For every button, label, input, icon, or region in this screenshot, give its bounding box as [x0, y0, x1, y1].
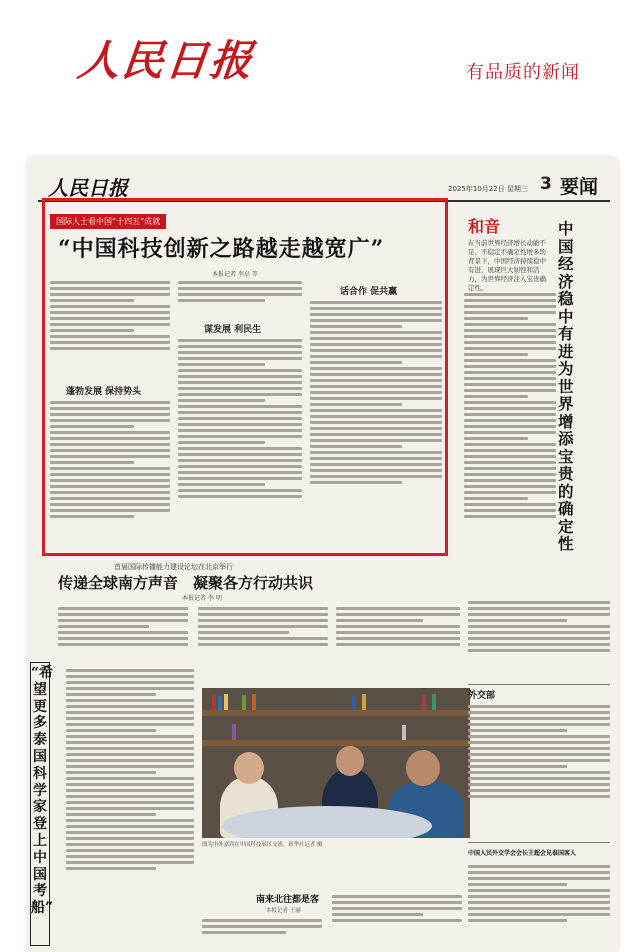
photo-book	[212, 694, 216, 710]
highlight-frame	[42, 198, 448, 556]
second-col-1	[58, 604, 188, 664]
photo-person-head	[406, 750, 440, 786]
photo-shelf	[202, 710, 470, 716]
page-date: 2025年10月22日 星期三	[448, 185, 528, 193]
masthead-logo[interactable]: 人民日报	[75, 36, 257, 85]
photo-book	[402, 725, 406, 740]
second-col-3	[336, 604, 460, 664]
bottom-col-2	[332, 892, 462, 946]
photo-book	[224, 694, 228, 710]
lead-byline: 本报记者 李卓 等	[212, 271, 258, 278]
masthead-slogan: 有品质的新闻	[466, 62, 580, 83]
page-number: 3	[540, 174, 552, 194]
photo-shelf	[202, 740, 470, 746]
divider	[468, 842, 610, 843]
left-article-col	[66, 666, 194, 944]
lead-subhead-2: 谋发展 利民生	[204, 325, 262, 335]
photo-book	[242, 695, 246, 710]
photo-book	[422, 695, 426, 710]
vertical-title-left[interactable]: “希望更多泰国科学家登上中国考船”	[30, 662, 50, 946]
photo-caption: 图为中外嘉宾在中国科技展区交流。新华社记者 摄	[202, 842, 323, 848]
photo-person-head	[234, 752, 264, 784]
second-byline: 本报记者 李 明	[182, 595, 222, 602]
photo-book	[218, 696, 222, 710]
photo-book	[252, 694, 256, 710]
right-bottom-headline[interactable]: 中国人民外交学会会长王超会见泰国客人	[468, 850, 577, 857]
commentary-text: 在当前世界经济增长动能不足、不稳定不确定性增多的背景下，中国经济持续稳中有进，展现巨大韧性和活力，为世界经济注入宝贵确定性。	[468, 239, 546, 292]
bottom-headline[interactable]: 南来北往都是客	[256, 895, 320, 905]
right-lower-headline[interactable]: 外交部	[468, 691, 496, 701]
page-section: 要闻	[560, 176, 599, 198]
divider	[468, 684, 610, 685]
photo-book	[432, 694, 436, 710]
right-lower-col-2	[468, 702, 610, 832]
second-headline[interactable]: 传递全球南方声音 凝聚各方行动共识	[58, 574, 314, 592]
photo-book	[362, 694, 366, 710]
photo-person-head	[336, 746, 364, 776]
bottom-col	[202, 916, 322, 946]
photo-table	[222, 806, 432, 838]
second-col-2	[198, 604, 328, 664]
vertical-title-right[interactable]: 中国经济稳中有进为世界增添宝贵的确定性	[558, 219, 574, 553]
photo-book	[232, 724, 236, 740]
lead-headline[interactable]: “中国科技创新之路越走越宽广”	[58, 236, 385, 262]
commentary-col	[464, 290, 556, 590]
masthead	[0, 0, 640, 110]
right-lower-col	[468, 598, 610, 678]
commentary-title: 和音	[468, 217, 501, 236]
lead-subhead-3: 话合作 促共赢	[340, 287, 398, 297]
second-kicker: 首届国际传播能力建设论坛在北京举行	[114, 563, 233, 571]
page-logo: 人民日报	[48, 176, 128, 200]
news-photo[interactable]	[202, 688, 470, 838]
right-bottom-col	[468, 862, 610, 946]
lead-subhead-1: 蓬勃发展 保持势头	[66, 387, 142, 397]
bottom-byline: 本报记者 王丽	[266, 908, 301, 914]
article-tag: 国际人士看中国“十四五”成就	[50, 214, 166, 229]
commentary-box	[468, 214, 552, 292]
photo-book	[352, 696, 356, 710]
